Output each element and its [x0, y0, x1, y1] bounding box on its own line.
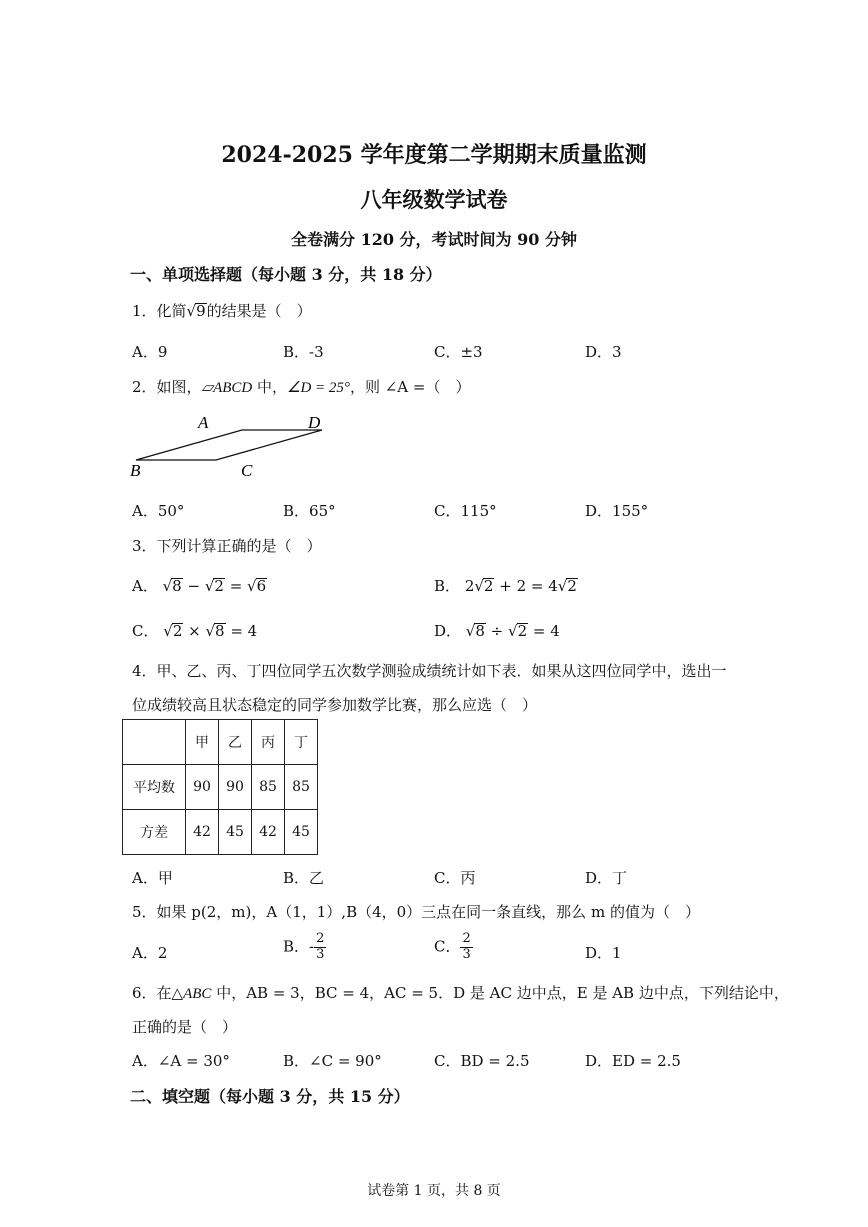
- question-6-line-1: 6．在△ABC 中，AB = 3，BC = 4，AC = 5．D 是 AC 边中点，E 是 AB 边中点，下列结论中，: [132, 984, 789, 1002]
- question-4-line-2: 位成绩较高且状态稳定的同学参加数学比赛，那么应选（ ）: [132, 696, 538, 714]
- q3-option-b: B． 2√2 + 2 = 4√2: [434, 577, 577, 595]
- question-1-stem: 1．化简√9的结果是（ ）: [132, 302, 312, 320]
- table-cell: 85: [285, 765, 318, 810]
- q5-option-c: C． $\frac{2}{3}$: [434, 931, 471, 962]
- q6-option-a: A．∠A = 30°: [132, 1052, 230, 1070]
- q3-option-d: D． √8 ÷ √2 = 4: [434, 622, 560, 640]
- question-5-stem: 5．如果 p(2，m)，A（1，1）,B（4，0）三点在同一条直线，那么 m 的值为（ ）: [132, 903, 700, 921]
- table-cell: 42: [252, 810, 285, 855]
- page-footer: 试卷第 1 页，共 8 页: [367, 1183, 501, 1199]
- table-cell: 平均数: [123, 765, 186, 810]
- table-header-row: [123, 720, 318, 765]
- exam-title: 2024-2025 学年度第二学期期末质量监测: [221, 142, 647, 168]
- question-6-line-2: 正确的是（ ）: [132, 1018, 238, 1036]
- section-heading-choice: 一、单项选择题（每小题 3 分，共 18 分）: [130, 265, 442, 284]
- q1-option-b: B．-3: [283, 343, 324, 361]
- table-row: [123, 810, 318, 855]
- table-row: [123, 765, 318, 810]
- q4-option-b: B．乙: [283, 869, 325, 887]
- table-cell: 90: [219, 765, 252, 810]
- exam-info: 全卷满分 120 分，考试时间为 90 分钟: [291, 230, 577, 249]
- q4-option-a: A．甲: [132, 869, 173, 887]
- q2-option-d: D．155°: [585, 502, 649, 520]
- score-table: [122, 719, 318, 855]
- section-heading-fill-in: 二、填空题（每小题 3 分，共 15 分）: [130, 1087, 410, 1106]
- q4-option-d: D．丁: [585, 869, 628, 887]
- question-2-stem: 2．如图，▱ABCD 中，∠D = 25°，则 ∠A =（ ）: [132, 378, 471, 396]
- q6-option-c: C．BD = 2.5: [434, 1052, 530, 1070]
- table-cell: 乙: [219, 720, 252, 765]
- q4-option-c: C．丙: [434, 869, 476, 887]
- q5-option-b: B．- $\frac{2}{3}$: [283, 931, 325, 962]
- table-cell: 85: [252, 765, 285, 810]
- table-cell: 丁: [285, 720, 318, 765]
- question-3-stem: 3．下列计算正确的是（ ）: [132, 537, 322, 555]
- table-cell: 甲: [186, 720, 219, 765]
- q3-option-c: C． √2 × √8 = 4: [132, 622, 258, 640]
- q2-option-b: B．65°: [283, 502, 336, 520]
- vertex-c-label: C: [241, 461, 253, 480]
- vertex-b-label: B: [130, 461, 141, 480]
- table-cell: 90: [186, 765, 219, 810]
- q2-option-a: A．50°: [132, 502, 185, 520]
- parallelogram-figure: [128, 408, 338, 480]
- q1-option-c: C．±3: [434, 343, 483, 361]
- vertex-a-label: A: [198, 413, 209, 432]
- q5-option-a: A．2: [132, 944, 168, 962]
- q6-option-d: D．ED = 2.5: [585, 1052, 681, 1070]
- q3-option-a: A． √8 − √2 = √6: [132, 577, 267, 595]
- q5-option-d: D．1: [585, 944, 622, 962]
- table-cell: 45: [219, 810, 252, 855]
- exam-subtitle: 八年级数学试卷: [360, 187, 508, 212]
- table-cell: 丙: [252, 720, 285, 765]
- q1-option-a: A．9: [132, 343, 168, 361]
- question-4-line-1: 4．甲、乙、丙、丁四位同学五次数学测验成绩统计如下表．如果从这四位同学中，选出一: [132, 662, 727, 680]
- q1-option-d: D．3: [585, 343, 622, 361]
- table-cell: 42: [186, 810, 219, 855]
- table-cell: 45: [285, 810, 318, 855]
- table-cell: [123, 720, 186, 765]
- table-cell: 方差: [123, 810, 186, 855]
- vertex-d-label: D: [308, 413, 321, 432]
- q2-option-c: C．115°: [434, 502, 497, 520]
- q6-option-b: B．∠C = 90°: [283, 1052, 382, 1070]
